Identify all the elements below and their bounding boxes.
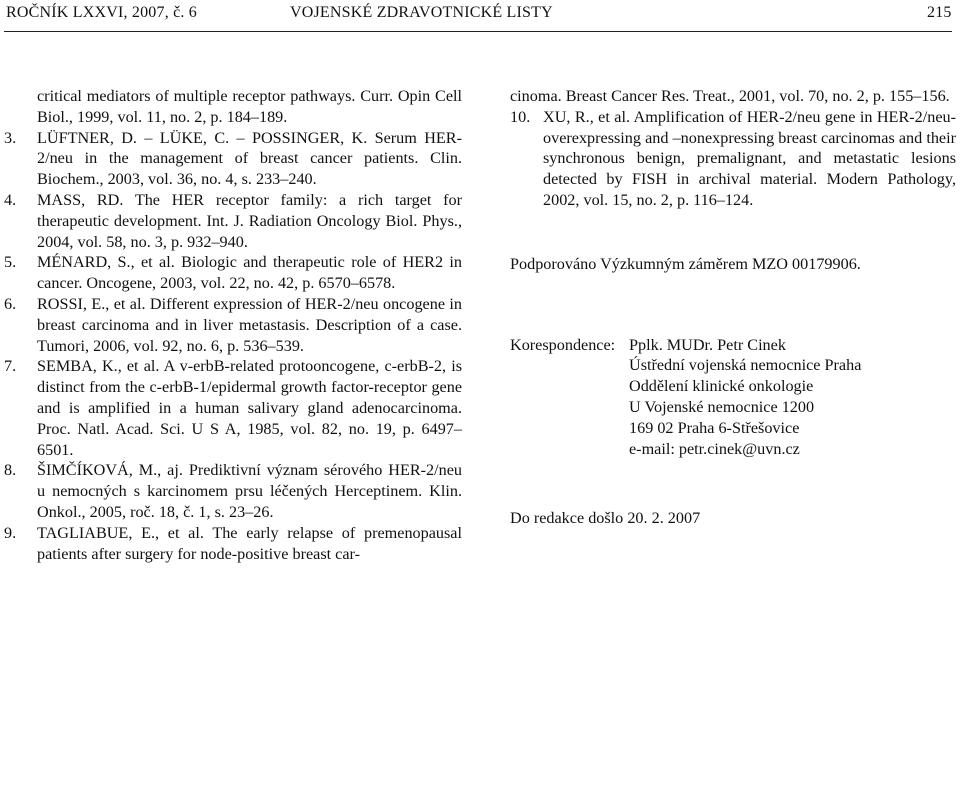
department: Oddělení klinické onkologie bbox=[629, 377, 814, 396]
correspondence-block bbox=[510, 335, 956, 460]
correspondence-label: Korespondence: bbox=[510, 335, 616, 354]
running-header bbox=[0, 0, 960, 30]
reference-text: ROSSI, E., et al. Different expression of HER-2/neu oncogene in breast carcinoma and in liver metastasis. Description of a case. Tumori, 2006, vol. 92, no. 6, p. 536–539. bbox=[37, 294, 462, 355]
reference-item bbox=[4, 294, 462, 356]
reference-item bbox=[510, 107, 956, 211]
reference-number: 8. bbox=[4, 461, 17, 480]
reference-item bbox=[4, 252, 462, 294]
received-date: Do redakce došlo 20. 2. 2007 bbox=[510, 509, 701, 528]
reference-item bbox=[510, 86, 956, 107]
reference-text: ŠIMČÍKOVÁ, M., aj. Prediktivní význam sérového HER-2/neu u nemocných s karcinomem prsu léčených Herceptinem. Klin. Onkol., 2005, roč. 18, č. 1, s. 23–26. bbox=[37, 461, 462, 521]
reference-text: critical mediators of multiple receptor pathways. Curr. Opin Cell Biol., 1999, vol. 11, no. 2, p. 184–189. bbox=[37, 87, 462, 126]
reference-text: XU, R., et al. Amplification of HER-2/neu gene in HER-2/neu-overexpressing and –nonexpressing breast carcinomas and their synchronous benign, premalignant, and metastatic lesions detected by FISH in archival material. Modern Pathology, 2002, vol. 15, no. 2, p. 116–124. bbox=[543, 107, 956, 209]
author-name: Pplk. MUDr. Petr Cinek bbox=[629, 335, 786, 354]
reference-item bbox=[4, 190, 462, 252]
reference-text: TAGLIABUE, E., et al. The early relapse of premenopausal patients after surgery for node-positive breast car- bbox=[37, 523, 462, 563]
reference-item bbox=[4, 460, 462, 522]
reference-number: 9. bbox=[4, 523, 17, 542]
city-postcode: 169 02 Praha 6-Střešovice bbox=[629, 418, 800, 437]
street-address: U Vojenské nemocnice 1200 bbox=[629, 397, 815, 416]
reference-item bbox=[4, 86, 462, 128]
reference-number: 3. bbox=[4, 128, 17, 147]
reference-item bbox=[4, 128, 462, 190]
funding-note: Podporováno Výzkumným záměrem MZO 00179906. bbox=[510, 254, 861, 273]
reference-item bbox=[4, 523, 462, 565]
reference-number: 5. bbox=[4, 253, 17, 272]
institution: Ústřední vojenská nemocnice Praha bbox=[629, 356, 862, 375]
reference-text: cinoma. Breast Cancer Res. Treat., 2001, vol. 70, no. 2, p. 155–156. bbox=[510, 87, 950, 105]
reference-item bbox=[4, 356, 462, 460]
volume-issue: ROČNÍK LXXVI, 2007, č. 6 bbox=[6, 4, 198, 21]
reference-number: 7. bbox=[4, 357, 17, 376]
reference-number: 4. bbox=[4, 190, 17, 209]
reference-text: MASS, RD. The HER receptor family: a rich target for therapeutic development. Int. J. Radiation Oncology Biol. Phys., 2004, vol. 58, no. 3, p. 932–940. bbox=[37, 190, 462, 251]
reference-number: 6. bbox=[4, 294, 17, 313]
journal-title: VOJENSKÉ ZDRAVOTNICKÉ LISTY bbox=[290, 4, 553, 21]
reference-number: 10. bbox=[510, 107, 531, 126]
reference-text: SEMBA, K., et al. A v-erbB-related protooncogene, c-erbB-2, is distinct from the c-erbB-1/epidermal growth factor-receptor gene and is amplified in a human salivary gland adenocarcinoma. Proc. Natl. Acad. Sci. U S A, 1985, vol. 82, no. 19, p. 6497–6501. bbox=[37, 357, 462, 459]
page-number: 215 bbox=[927, 4, 952, 21]
right-column bbox=[510, 86, 956, 529]
left-column bbox=[4, 86, 462, 564]
header-rule bbox=[4, 31, 952, 32]
email-address: e-mail: petr.cinek@uvn.cz bbox=[629, 439, 800, 458]
reference-text: MÉNARD, S., et al. Biologic and therapeutic role of HER2 in cancer. Oncogene, 2003, vol. 22, no. 42, p. 6570–6578. bbox=[37, 253, 462, 293]
reference-text: LÜFTNER, D. – LÜKE, C. – POSSINGER, K. Serum HER-2/neu in the management of breast cancer patients. Clin. Biochem., 2003, vol. 36, no. 4, s. 233–240. bbox=[37, 128, 462, 189]
